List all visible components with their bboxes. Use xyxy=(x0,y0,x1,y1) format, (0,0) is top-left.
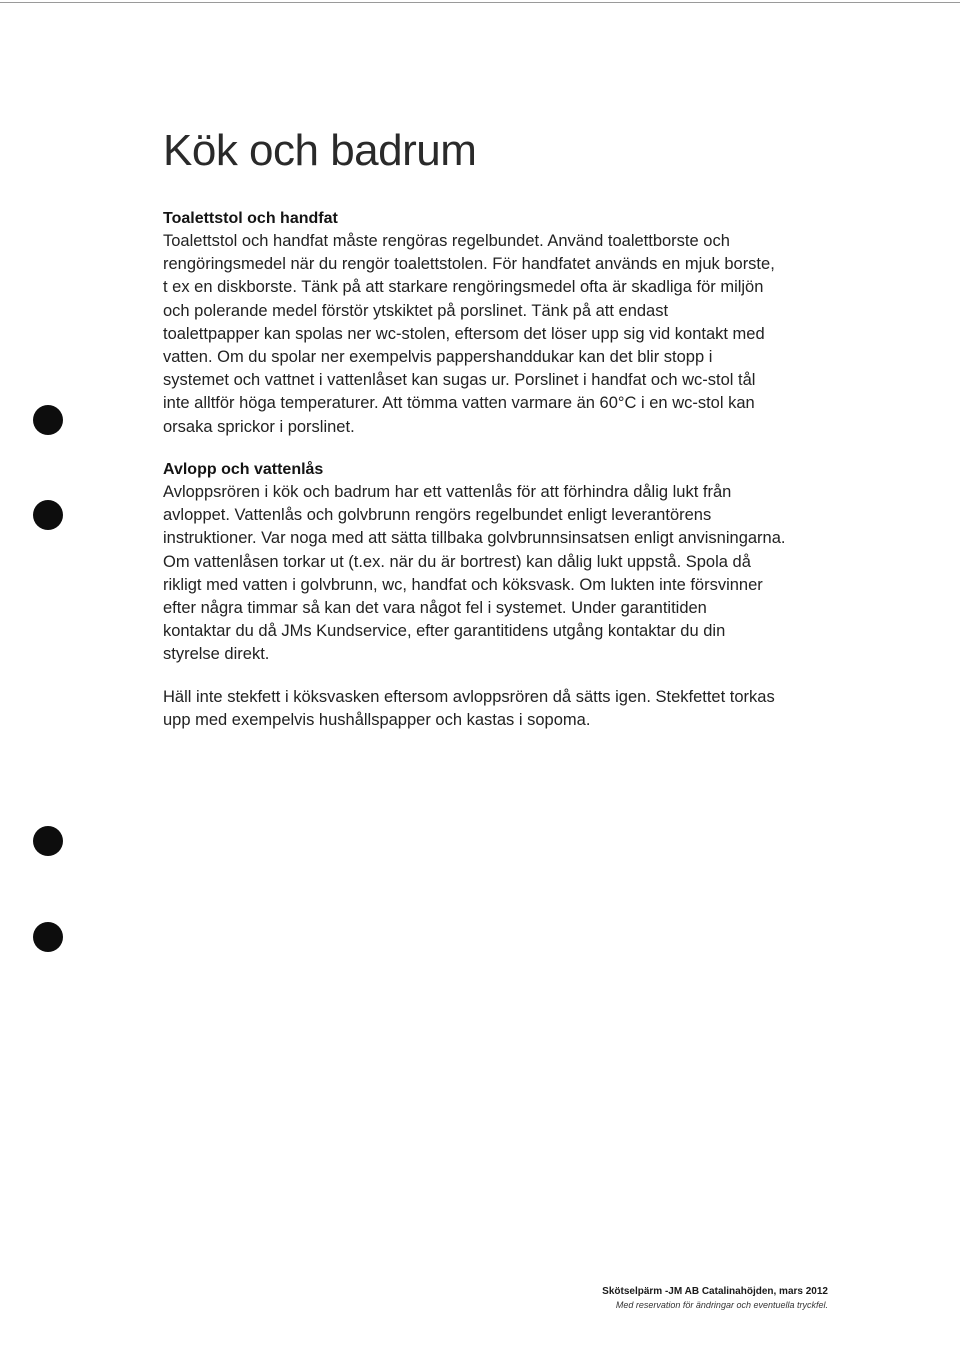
footer-publication: Skötselpärm -JM AB Catalinahöjden, mars 2012 xyxy=(602,1286,828,1297)
text-line: Om vattenlåsen torkar ut (t.ex. när du är bortrest) kan dålig lukt uppstå. Spola då xyxy=(163,552,751,571)
text-line: Avloppsrören i kök och badrum har ett vattenlås för att förhindra dålig lukt från xyxy=(163,483,732,501)
section-body-avlopp xyxy=(163,481,823,667)
text-line: kontaktar du då JMs Kundservice, efter garantitidens utgång kontaktar du din xyxy=(163,622,726,641)
text-line: upp med exempelvis hushållspapper och kastas i sopoma. xyxy=(163,711,591,730)
text-line: systemet och vattnet i vattenlåset kan sugas ur. Porslinet i handfat och wc-stol tål xyxy=(163,371,756,390)
text-line: t ex en diskborste. Tänk på att starkare rengöringsmedel ofta är skadliga för miljön xyxy=(163,278,764,297)
page-title: Kök och badrum xyxy=(163,126,477,175)
section-body-toalettstol xyxy=(163,230,823,439)
text-line: rengöringsmedel när du rengör toalettstolen. För handfatet används en mjuk borste, xyxy=(163,255,775,274)
text-line: vatten. Om du spolar ner exempelvis pappershanddukar kan det blir stopp i xyxy=(163,348,713,367)
text-line: Toalettstol och handfat måste rengöras regelbundet. Använd toalettborste och xyxy=(163,232,730,250)
top-border-line xyxy=(0,2,960,3)
text-line: inte alltför höga temperaturer. Att tömma vatten varmare än 60°C i en wc-stol kan xyxy=(163,394,755,413)
text-line: Häll inte stekfett i köksvasken eftersom avloppsrören då sätts igen. Stekfettet torkas xyxy=(163,688,775,706)
page-footer xyxy=(602,1285,828,1312)
binder-hole-3 xyxy=(33,826,63,856)
text-line: efter några timmar så kan det vara något fel i systemet. Under garantitiden xyxy=(163,599,707,618)
text-line: styrelse direkt. xyxy=(163,645,270,664)
text-line: avloppet. Vattenlås och golvbrunn rengörs regelbundet enligt leverantörens xyxy=(163,506,712,525)
text-line: orsaka sprickor i porslinet. xyxy=(163,417,355,436)
binder-hole-4 xyxy=(33,922,63,952)
section-heading-avlopp: Avlopp och vattenlås xyxy=(163,461,324,478)
text-line: instruktioner. Var noga med att sätta tillbaka golvbrunnsinsatsen enligt anvisningarna. xyxy=(163,529,786,548)
text-line: rikligt med vatten i golvbrunn, wc, handfat och köksvask. Om lukten inte försvinner xyxy=(163,575,763,594)
section-heading-toalettstol: Toalettstol och handfat xyxy=(163,210,338,227)
footer-disclaimer: Med reservation för ändringar och eventuella tryckfel. xyxy=(615,1300,828,1310)
text-line: toalettpapper kan spolas ner wc-stolen, eftersom det löser upp sig vid kontakt med xyxy=(163,324,765,343)
binder-hole-2 xyxy=(33,500,63,530)
text-line: och polerande medel förstör ytskiktet på porslinet. Tänk på att endast xyxy=(163,301,669,320)
section-body-stekfett xyxy=(163,686,823,732)
binder-hole-1 xyxy=(33,405,63,435)
